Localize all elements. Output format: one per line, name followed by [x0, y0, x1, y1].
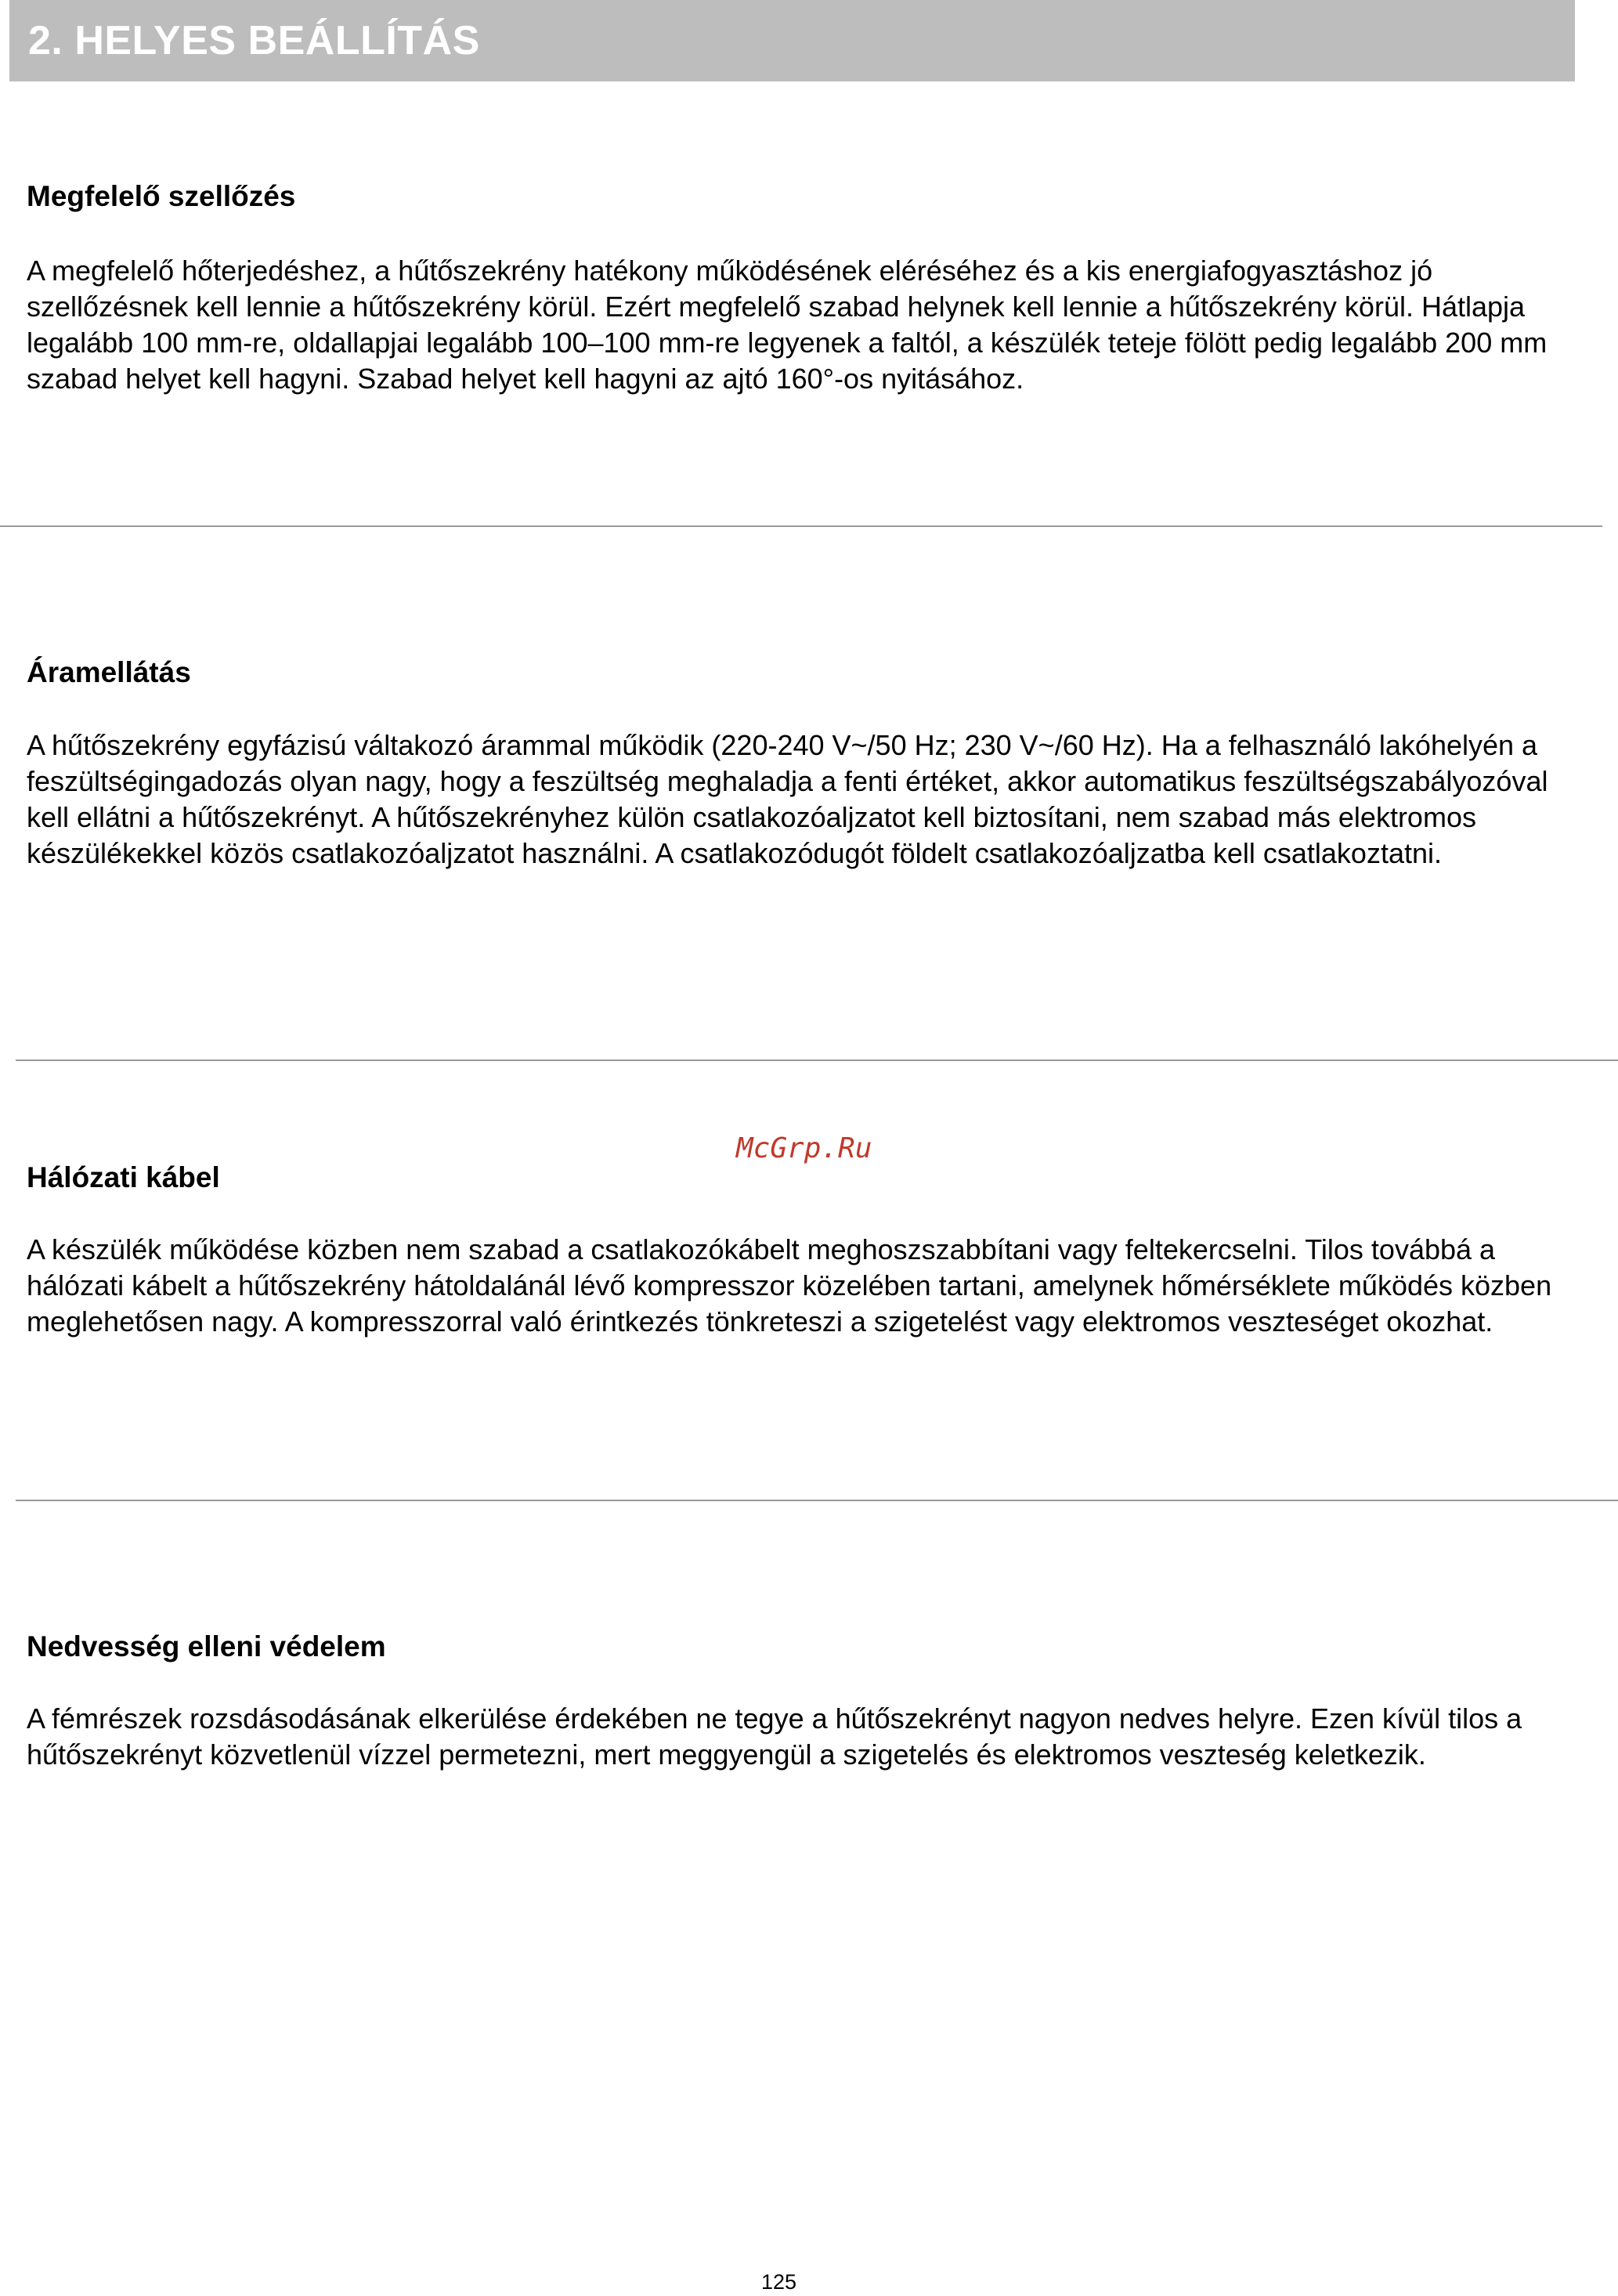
section-header-bar [9, 0, 1575, 81]
section-body-power-supply: A hűtőszekrény egyfázisú váltakozó árammal működik (220-240 V~/50 Hz; 230 V~/60 Hz). Ha a felhasználó lakóhelyén a feszültségingadozás olyan nagy, hogy a feszültség meghaladja a fenti értéket, akkor automatikus feszültségszabályozóval kell ellátni a hűtőszekrényt. A hűtőszekrényhez külön csatlakozóaljzatot kell biztosítani, nem szabad más elektromos készülékekkel közös csatlakozóaljzatot használni. A csatlakozódugót földelt csatlakozóaljzatba kell csatlakoztatni. [27, 729, 1548, 869]
section-heading-power-supply: Áramellátás [27, 656, 191, 688]
page-title: 2. HELYES BEÁLLÍTÁS [28, 18, 480, 63]
section-heading-ventilation: Megfelelő szellőzés [27, 180, 296, 212]
watermark: McGrp.Ru [736, 1132, 872, 1164]
section-body-moisture-protection: A fémrészek rozsdásodásának elkerülése érdekében ne tegye a hűtőszekrényt nagyon nedves helyre. Ezen kívül tilos a hűtőszekrényt közvetlenül vízzel permetezni, mert meggyengül a szigetelés és elektromos veszteség keletkezik. [27, 1702, 1522, 1771]
section-divider [16, 1500, 1618, 1501]
section-divider [0, 525, 1602, 527]
section-divider [16, 1060, 1618, 1061]
section-heading-moisture-protection: Nedvesség elleni védelem [27, 1630, 386, 1662]
section-heading-power-cable: Hálózati kábel [27, 1161, 220, 1193]
page-number: 125 [761, 2270, 797, 2294]
section-body-ventilation: A megfelelő hőterjedéshez, a hűtőszekrény hatékony működésének eléréséhez és a kis energiafogyasztáshoz jó szellőzésnek kell lennie a hűtőszekrény körül. Ezért megfelelő szabad helynek kell lennie a hűtőszekrény körül. Hátlapja legalább 100 mm-re, oldallapjai legalább 100–100 mm-re legyenek a faltól, a készülék teteje fölött pedig legalább 200 mm szabad helyet kell hagyni. Szabad helyet kell hagyni az ajtó 160°-os nyitásához. [27, 255, 1548, 395]
section-body-power-cable: A készülék működése közben nem szabad a csatlakozókábelt meghoszszabbítani vagy feltekercselni. Tilos továbbá a hálózati kábelt a hűtőszekrény hátoldalánál lévő kompresszor közelében tartani, amelynek hőmérséklete működés közben meglehetősen nagy. A kompresszorral való érintkezés tönkreteszi a szigetelést vagy elektromos veszteséget okozhat. [27, 1233, 1552, 1338]
